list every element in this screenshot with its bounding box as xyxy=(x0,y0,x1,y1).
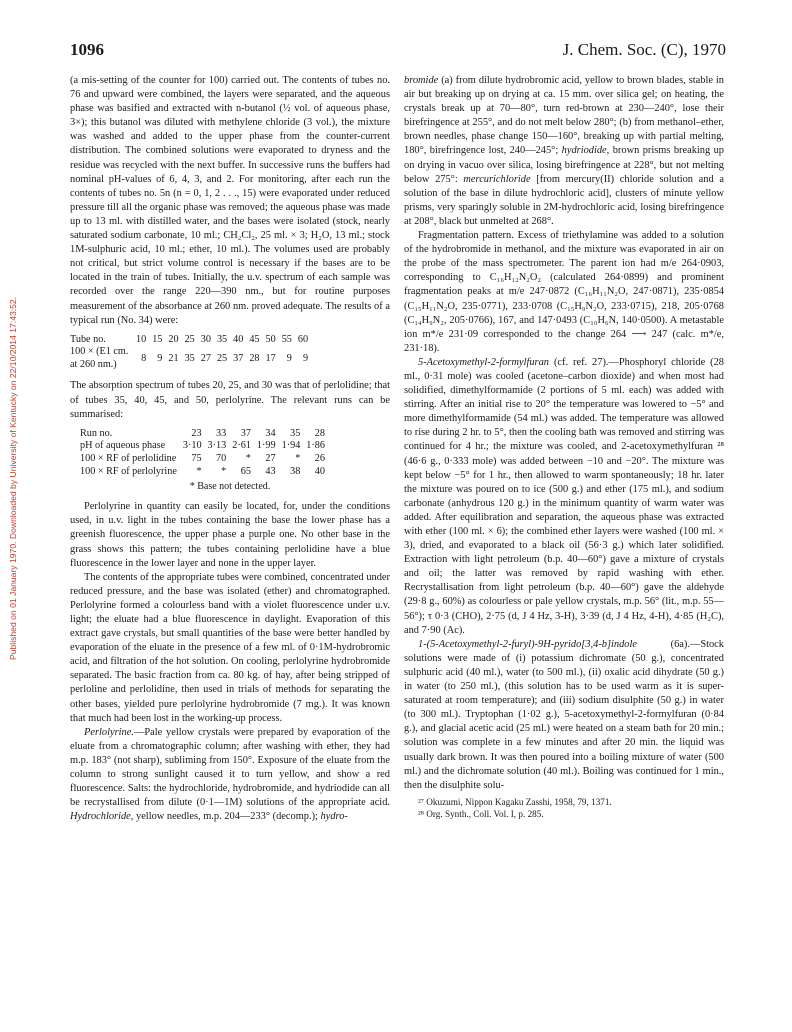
table-cell: 38 xyxy=(290,465,301,477)
table-cell: 28 xyxy=(249,352,260,364)
table-row xyxy=(80,453,328,466)
table-cell: 65 xyxy=(240,465,251,477)
table-cell: 75 xyxy=(191,452,202,464)
table-cell: 35 xyxy=(184,352,195,364)
footnote: ²⁷ Okuzumi, Nippon Kagaku Zasshi, 1958, 79, 1371. xyxy=(418,796,612,807)
table-cell: * xyxy=(196,465,202,477)
right-column xyxy=(404,74,724,820)
table-cell: 9 xyxy=(286,352,292,364)
paragraph: (a mis-setting of the counter for 100) carried out. The contents of tubes no. 76 and upward were combined, the layers were separated, and the aqueous phase was basified and extracted with n-butanol (½ vol. of aqueous phase, 3×); this butanol was diluted with methylene chloride (3 vol.), the mixture was washed and added to the upper phase from the counter-current distribution. The combined solutions were evaporated to dryness and the residue was recycled with the next buffer. In successive runs the buffers had nominal pH-values of 6, 4, 3, and 2. For monitoring, after each run the contents of tubes no. 5n (n = 0, 1, 2 . . ., 15) were evaporated under reduced pressure till all the organic phase was removed; the aqueous phase was made up to 13 ml. with distilled water, and the bases were isolated (stock, nearly saturated sodium carbonate, 10 ml.; CH₂Cl₂, 25 ml. × 3; H₂O, 13 ml.; stock 1M-sulphuric acid, 10 ml.; ether, 10 ml.). The volumes used are probably not critical, but strict volume control is necessary if the bases are to be located in the train of tubes. Initially, the u.v. spectrum of each sample was recorded over the range 220—390 nm., but for routine purposes measurement of the absorbance at 260 nm. proved adequate. The results of a typical run (No. 34) were: xyxy=(70,75,390,326)
table-cell: 1·94 xyxy=(281,440,301,452)
journal-title: J. Chem. Soc. (C), 1970 xyxy=(562,40,726,59)
table-cell: 40 xyxy=(314,465,325,477)
table-cell: 8 xyxy=(141,352,147,364)
page-header xyxy=(70,40,726,66)
table-cell: 9 xyxy=(157,352,163,364)
table-row xyxy=(80,428,328,441)
table-row xyxy=(80,466,328,479)
table-cell: 100 × RF of perlolidine xyxy=(80,452,177,464)
table-cell: 34 xyxy=(265,427,276,439)
table-cell: 28 xyxy=(314,427,325,439)
table-cell: Run no. xyxy=(80,427,113,439)
table-cell: Tube no. xyxy=(70,333,106,345)
footnote: ²⁸ Org. Synth., Coll. Vol. I, p. 285. xyxy=(418,808,544,819)
table-cell: 25 xyxy=(184,333,195,345)
paragraph: 5-Acetoxymethyl-2-formylfuran (cf. ref. 27).—Phosphoryl chloride (28 ml., 0·31 mole) was cooled (acetone–carbon dioxide) and when most had solidified, dimethylformamide (2 portions of 5 ml. each) was added with stirring. After an initial rise to 20° the temperature was lowered to −5° and more dimethylformamide (54 ml.) was added. The temperature was allowed to rise during 2 hr. to 5°, then the cooling bath was removed and stirring was continued for 4 hr.; the mixture was cooled, and 2-acetoxymethylfuran ²⁸ (46·6 g., 0·333 mole) was added between −10 and −20°. The mixture was kept below −5° for 1 hr., then allowed to warm spontaneously; 18 hr. later the mixture was poured on to ice (500 g.) and ether (175 ml.), and sodium carbonate (anhydrous 120 g.) in the minimum quantity of warm water was added. After equilibration and separation, the aqueous phase was extracted with ether (100 ml. × 6); the combined ether layers were washed (100 ml. × 3), dried, and evaporated to a black oil (56·3 g.) which later solidified. Extraction with light petroleum (b.p. 40—60°) gave a mixture of crystals and oil; the latter was removed by rapid washing with ether. Recrystallisation from light petroleum (b.p. 40—60°) gave the aldehyde (29·8 g., 60%) as colourless or pale yellow crystals, m.p. 56° (lit., m.p. 55—56°); τ 0·3 (CHO), 2·75 (d, J 4 Hz, 3-H), 3·39 (d, J 4 Hz, 4-H), 4·85 (H₂C), and 7·90 (Ac). xyxy=(404,356,724,636)
table-footnote: * Base not detected. xyxy=(189,481,271,493)
paragraph: The absorption spectrum of tubes 20, 25, and 30 was that of perlolidine; that of tubes 35, 40, 45, and 50, perlolyrine. The relevant runs can be summarised: xyxy=(70,380,390,420)
paragraph: Perlolyrine.—Pale yellow crystals were prepared by evaporation of the eluate from a chromatographic column; after washing with ether, they had m.p. 183° (not sharp), subliming from 150°. Exposure of the eluate from the column to strong sunlight caused it to turn yellow, and show a red fluorescence. Salts: the hydrochloride, hydrobromide, and hydriodide can all be recrystallised from dilute (0·1—1M) solutions of the appropriate acid. Hydrochloride, yellow needles, m.p. 204—233° (decomp.); hydro- xyxy=(70,726,390,823)
footnotes xyxy=(404,796,724,820)
table-cell: 37 xyxy=(233,352,244,364)
table-cell: 35 xyxy=(290,427,301,439)
table-row xyxy=(70,346,311,371)
table-cell: 33 xyxy=(216,427,227,439)
table-cell: 26 xyxy=(314,452,325,464)
table-cell: 70 xyxy=(216,452,227,464)
table-cell: 100 × (E1 cm. at 260 nm.) xyxy=(70,346,129,370)
table-cell: 1·86 xyxy=(306,440,325,452)
paragraph: Perlolyrine in quantity can easily be located, for, under the conditions used, in u.v. light in the tubes containing the base the lower phase has a greenish fluorescence, the upper phase a purple one. No other base in the grass shows this pattern; the tubes containing perlolidine have a blue fluorescence in the lower layer and none in the upper layer. xyxy=(70,501,390,569)
table-cell: 55 xyxy=(281,333,292,345)
table-cell: * xyxy=(295,452,301,464)
table-cell: 10 xyxy=(136,333,147,345)
table-cell: 3·13 xyxy=(207,440,227,452)
download-notice: Published on 01 January 1970. Downloaded by University of Kentucky on 22/10/2014 17:43:52. xyxy=(8,296,18,660)
table-cell: 37 xyxy=(240,427,251,439)
page-number: 1096 xyxy=(70,40,104,59)
table-cell: 23 xyxy=(191,427,202,439)
section-heading: Perlolyrine. xyxy=(84,726,134,738)
runs-summary-table xyxy=(80,428,328,478)
paragraph: 1-(5-Acetoxymethyl-2-furyl)-9H-pyrido[3,4-b]indole (6a).—Stock solutions were made of (i) potassium dichromate (50 g.), concentrated sulphuric acid (40 ml.), water (to 500 ml.), (ii) oxalic acid dihydrate (50 g.) in water (to 250 ml.), (this solution has to be used warm as it is super-saturated at room temperature); and (iii) sodium disulphite (50 g.) in water (to 300 ml.). Tryptophan (1·02 g.), 5-acetoxymethyl-2-formylfuran (0·84 g.), and glacial acetic acid (25 ml.) were heated on a steam bath for 20 min.; solution was complete in a few minutes and after 20 min. the liquid was usually dark brown. It was then poured into a boiling mixture of water (500 ml.) and the dichromate solution (40 ml.). Boiling was continued for 1 min., then the disulphite solu- xyxy=(404,638,724,791)
section-heading: 5-Acetoxymethyl-2-formylfuran xyxy=(418,356,549,368)
table-row xyxy=(70,334,311,347)
table-cell: 21 xyxy=(168,352,179,364)
table-cell: 43 xyxy=(265,465,276,477)
table-cell: 60 xyxy=(297,333,309,345)
table-cell: 30 xyxy=(200,333,211,345)
table-cell: 100 × RF of perlolyrine xyxy=(80,465,177,477)
table-row xyxy=(80,440,328,453)
table-cell: * xyxy=(245,452,251,464)
table-cell: 27 xyxy=(200,352,211,364)
table-cell: 40 xyxy=(233,333,244,345)
table-cell: 27 xyxy=(265,452,276,464)
table-cell: 9 xyxy=(302,352,309,364)
tube-absorbance-table xyxy=(70,334,311,372)
table-cell: * xyxy=(221,465,227,477)
paragraph: Fragmentation pattern. Excess of triethylamine was added to a solution of the hydrobromide in methanol, and the mixture was evaporated in air on the probe of the mass spectrometer. The parent ion had m/e 264·0903, corresponding to C₁₆H₁₂N₂O₂ (calculated 264·0899) and prominent fragmentation peaks at m/e 247·0872 (C₁₆H₁₁N₂O, 247·0871), 235·0854 (C₁₅H₁₁N₂O, 235·0771), 233·0708 (C₁₅H₉N₂O, 233·0715), 218, 205·0768 (C₁₄H₉N₂, 205·0766), 167, and 147·0493 (C₁₀H₆N, 140·0500). A metastable ion m*/e 231·09 corresponded to the change 264 ⟶ 247 (calc. m*/e, 231·18). xyxy=(404,230,724,354)
table-cell: 35 xyxy=(216,333,228,345)
section-heading: 1-(5-Acetoxymethyl-2-furyl)-9H-pyrido[3,4-b]indole xyxy=(418,638,637,650)
table-cell: 50 xyxy=(265,333,276,345)
table-cell: 20 xyxy=(168,333,179,345)
table-cell: 45 xyxy=(249,333,260,345)
paragraph: bromide (a) from dilute hydrobromic acid, yellow to brown blades, stable in air but breaking up on drying at ca. 15 mm. over silica gel; on heating, the crystals break up at 70—80°, turn red-brown at 230—240°, lose their birefringence at 255°, and do not melt below 280°; (b) from methanol–ether, brown needles, phase change 150—160°, breaking up with partial melting, 180°, birefringence lost, 240—245°; hydriodide, brown prisms breaking up on drying in vacuo over silica, losing birefringence at 228°, but not melting below 275°: mercurichloride [from mercury(II) chloride solution and a solution of the base in dilute hydrochloric acid], clusters of minute yellow prisms, very sparingly soluble in 2M-hydrochloric acid, losing birefringence at 208°, black but unmelted at 268°. xyxy=(404,75,724,227)
table-cell: 2·61 xyxy=(232,440,251,452)
table-cell: 1·99 xyxy=(256,440,276,452)
left-column xyxy=(70,74,390,824)
table-cell: 15 xyxy=(152,333,163,345)
table-cell: 17 xyxy=(265,352,276,364)
table-cell: 25 xyxy=(216,352,228,364)
paragraph: The contents of the appropriate tubes were combined, concentrated under reduced pressure, and the base was isolated (ether) and chromatographed. Perlolyrine formed a colourless band with a violet fluorescence under u.v. light; the eluate had a blue fluorescence in daylight. Evaporation of this extract gave crystals, but small quantities of the base were better handled by evaporation of the eluate in the presence of a few ml. of 0·1M-hydrobromic acid, and filtration of the hot solution. On cooling, perlolyrine hydrobromide separated. The basic fraction from ca. 80 kg. of hay, after being stripped of perloline and perlolidine, then used in trials of methods for separating the other bases, yielded pure perlolyrine hydrobromide (7 mg.). It was known that much had been lost in the working-up process. xyxy=(70,571,390,724)
table-cell: 3·10 xyxy=(182,440,202,452)
table-cell: pH of aqueous phase xyxy=(80,440,166,452)
